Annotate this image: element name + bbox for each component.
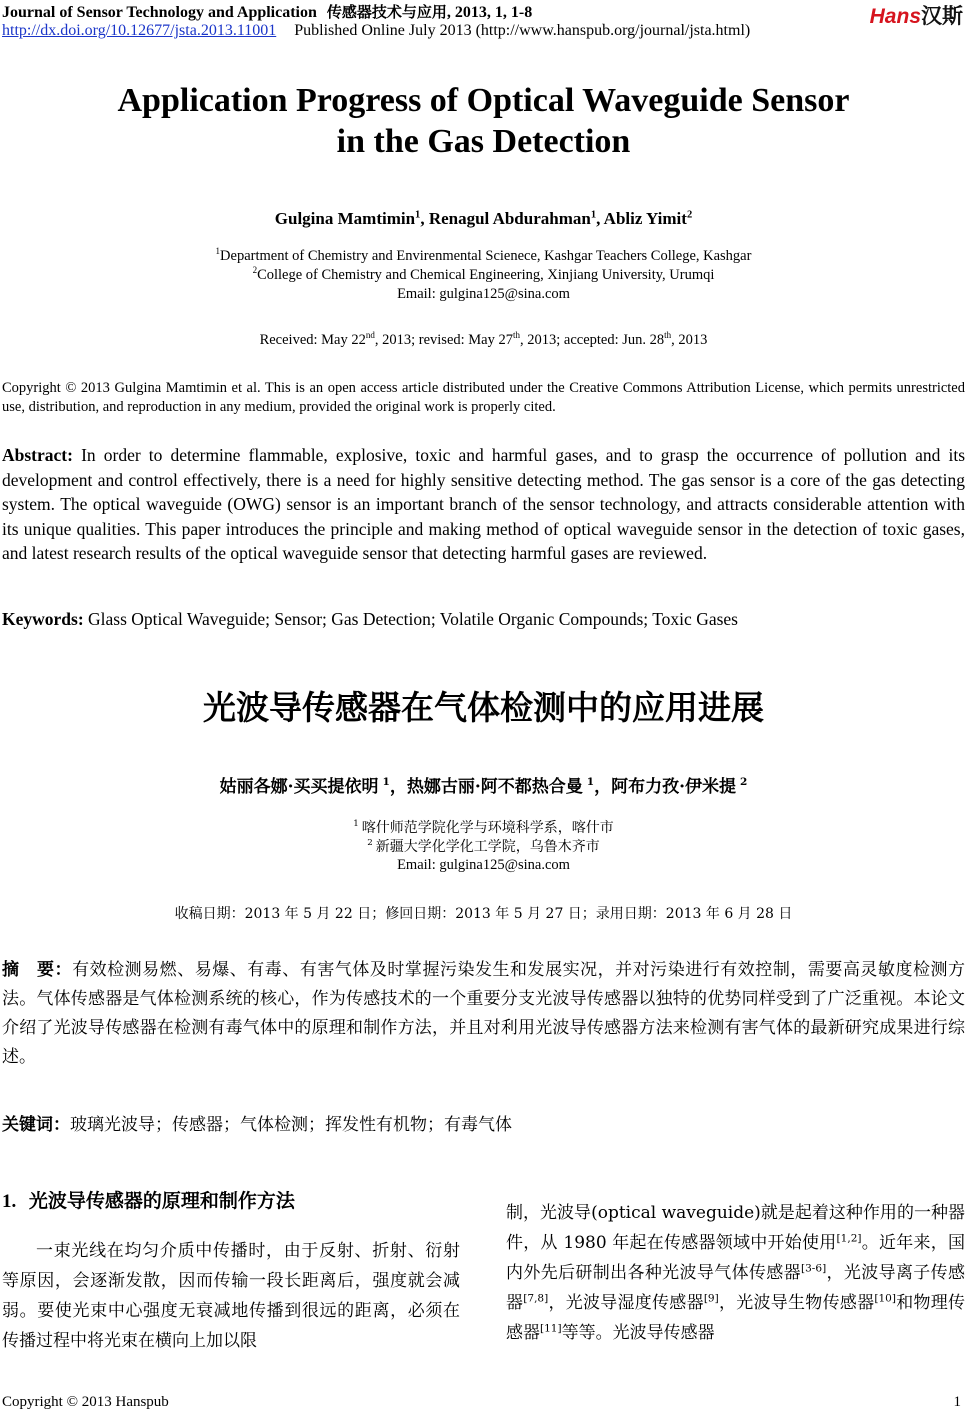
- hanspub-logo: [870, 0, 963, 30]
- citation[interactable]: [3-6]: [801, 1262, 827, 1275]
- section-title: 光波导传感器的原理和制作方法: [28, 1190, 295, 1212]
- abstract-text: In order to determine flammable, explosive, toxic and harmful gases, and to grasp the occurrence of pollution and its development and control effectively, there is a need for highly sensitive detecting method. The gas sensor is a core of the gas detecting system. The optical waveguide (OWG) sensor is an important branch of the sensor technology, and attracts considerable attention with its unique qualities. This paper introduces the principle and making method of optical waveguide sensor in the detection of toxic gases, and latest research results of the optical waveguide sensor that detecting harmful gases are reviewed.: [2, 445, 965, 563]
- affiliation-1-cn: $^1$ 喀什师范学院化学与环境科学系，喀什市: [353, 819, 614, 836]
- keywords-label-cn: 关键词：: [2, 1115, 70, 1135]
- copyright-notice: Copyright © 2013 Gulgina Mamtimin et al. This is an open access article distributed under the Creative Commons Attribution License, which permits unrestricted use, distribution, and reproduction in any medium, provided the original work is properly cited.: [2, 380, 965, 415]
- email-cn: Email: gulgina125@sina.com: [397, 857, 570, 873]
- paper-title-line1: Application Progress of Optical Waveguide Sensor: [117, 82, 850, 119]
- logo-latin: Hans: [869, 5, 921, 28]
- received-dates-en: Received: May 22nd, 2013; revised: May 27th, 2013; accepted: Jun. 28th, 2013: [259, 330, 708, 348]
- abstract-label: Abstract:: [2, 445, 73, 465]
- footer-copyright: Copyright © 2013 Hanspub: [2, 1394, 169, 1410]
- journal-header: Journal of Sensor Technology and Application 传感器技术与应用, 2013, 1, 1-8: [2, 3, 533, 21]
- received-dates-cn: 收稿日期：2013 年 5 月 22 日；修回日期：2013 年 5 月 27 日；录用日期：2013 年 6 月 28 日: [174, 906, 793, 922]
- keywords-text: Glass Optical Waveguide; Sensor; Gas Detection; Volatile Organic Compounds; Toxic Gases: [88, 609, 738, 629]
- section-number: 1.: [2, 1191, 17, 1212]
- keywords-text-cn: 玻璃光波导；传感器；气体检测；挥发性有机物；有毒气体: [70, 1115, 512, 1135]
- body-paragraph: 一束光线在均匀介质中传播时，由于反射、折射、衍射等原因，会逐渐发散，因而传输一段长距离后，强度就会减弱。要使光束中心强度无衰减地传播到很远的距离，必须在传播过程中将光束在横向上加以限: [2, 1241, 460, 1351]
- author-name: Renagul Abdurahman: [428, 209, 591, 228]
- citation[interactable]: [1,2]: [836, 1232, 862, 1245]
- author-name: Abliz Yimit: [603, 209, 687, 228]
- abstract-label-cn: 摘 要：: [2, 960, 73, 980]
- doi-link[interactable]: http://dx.doi.org/10.12677/jsta.2013.11001: [2, 22, 277, 39]
- journal-name-cn: 传感器技术与应用: [326, 3, 447, 21]
- section-heading: [2, 1186, 295, 1213]
- volume-info: 2013, 1, 1-8: [454, 4, 533, 21]
- affiliation-2: $^2$College of Chemistry and Chemical Engineering, Xinjiang University, Urumqi: [252, 265, 715, 283]
- citation[interactable]: [7,8]: [523, 1292, 549, 1305]
- keywords-label: Keywords:: [2, 609, 84, 629]
- author-aff-mark: 2: [686, 209, 693, 221]
- journal-name: Journal of Sensor Technology and Application: [2, 4, 317, 21]
- email-en: Email: gulgina125@sina.com: [397, 286, 570, 302]
- paper-title-line2: in the Gas Detection: [336, 123, 631, 160]
- citation[interactable]: [9]: [703, 1292, 719, 1305]
- keywords-cn: [2, 1110, 965, 1135]
- authors-en: Gulgina Mamtimin$^1$, Renagul Abdurahman$^1$, Abliz Yimit$^2$: [274, 209, 693, 228]
- abstract-en: [2, 443, 965, 566]
- abstract-cn: [2, 956, 965, 1072]
- keywords-en: [2, 609, 965, 630]
- page-number: 1: [953, 1394, 961, 1410]
- abstract-text-cn: 有效检测易燃、易爆、有毒、有害气体及时掌握污染发生和发展实况，并对污染进行有效控制，需要高灵敏度检测方法。气体传感器是气体检测系统的核心，作为传感技术的一个重要分支光波导传感器以独特的优势同样受到了广泛重视。本论文介绍了光波导传感器在检测有毒气体中的原理和制作方法，并且对利用光波导传感器方法来检测有害气体的最新研究成果进行综述。: [2, 960, 966, 1067]
- doi-line: [2, 22, 750, 40]
- logo-cn: 汉斯: [921, 5, 963, 28]
- author-aff-mark: 1: [590, 209, 597, 221]
- published-info: Published Online July 2013 (http://www.hanspub.org/journal/jsta.html): [294, 22, 751, 39]
- author-aff-mark: 1: [415, 209, 421, 221]
- affiliation-1: $^1$Department of Chemistry and Envirenmental Scienece, Kashgar Teachers College, Kashgar: [215, 246, 752, 264]
- authors-cn: 姑丽各娜·买买提依明 $^1$，热娜古丽·阿不都热合曼 $^1$，阿布力孜·伊米提 $^2$: [219, 776, 748, 797]
- affiliation-2-cn: $^2$ 新疆大学化学化工学院，乌鲁木齐市: [367, 838, 600, 855]
- body-paragraph: 制，光波导(optical waveguide)就是起着这种作用的一种器件，从 1980 年起在传感器领域中开始使用[1,2]。近年来，国内外先后研制出各种光波导气体传感器[3-6]，光波导离子传感器[7,8]，光波导湿度传感器[9]，光波导生物传感器[10]和物理传感器[11]等等。光波导传感器: [506, 1203, 966, 1343]
- body-right-column: [506, 1198, 965, 1348]
- citation[interactable]: [10]: [874, 1292, 896, 1305]
- author-name: Gulgina Mamtimin: [274, 209, 416, 228]
- citation[interactable]: [11]: [540, 1322, 562, 1335]
- paper-title-cn: 光波导传感器在气体检测中的应用进展: [203, 688, 764, 727]
- body-left-column: [2, 1236, 460, 1356]
